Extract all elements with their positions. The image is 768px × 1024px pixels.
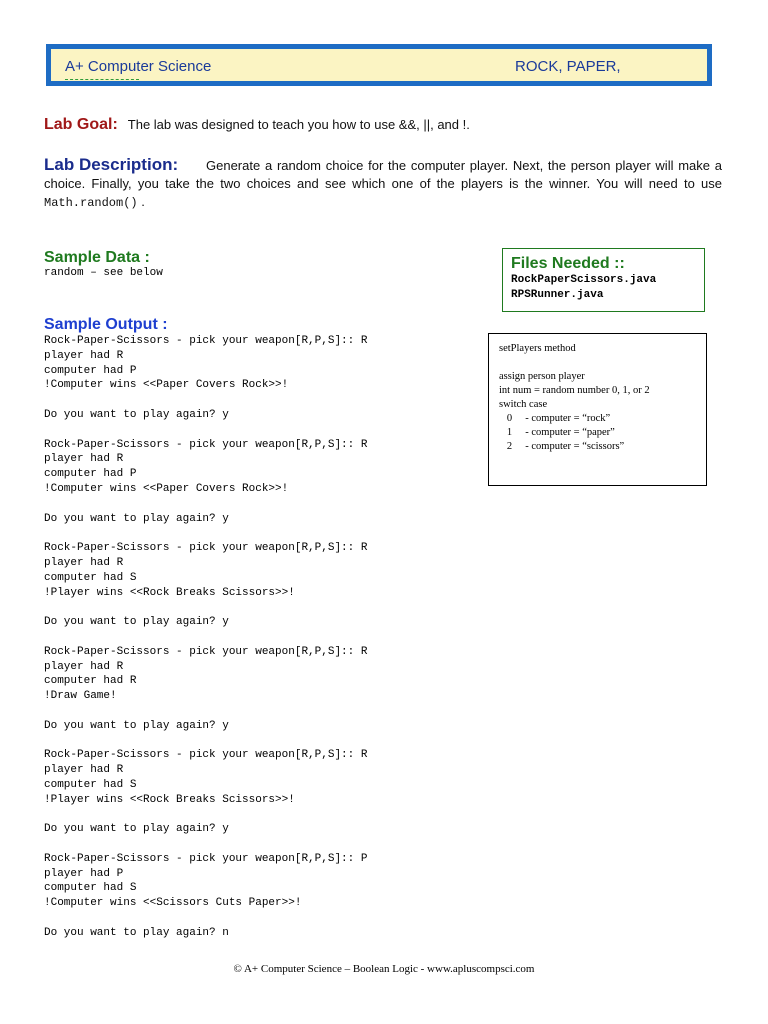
sample-output-line: Do you want to play again? y xyxy=(44,719,229,732)
sample-output-line: Rock-Paper-Scissors - pick your weapon[R,P,S]:: R xyxy=(44,542,368,555)
sample-output-line: player had R xyxy=(44,556,124,569)
file-item: RockPaperScissors.java xyxy=(511,274,657,286)
method-box-title: setPlayers method xyxy=(499,343,576,354)
header-banner xyxy=(46,44,712,86)
sample-output-line: Do you want to play again? y xyxy=(44,408,229,421)
sample-output-line: computer had S xyxy=(44,778,137,791)
sample-output-line: computer had S xyxy=(44,571,137,584)
lab-description-end: . xyxy=(141,194,145,209)
files-needed-box xyxy=(502,248,705,312)
method-box-line: int num = random number 0, 1, or 2 xyxy=(499,385,650,396)
sample-output-line: Do you want to play again? y xyxy=(44,823,229,836)
sample-output-line xyxy=(44,526,367,541)
sample-output-line: player had R xyxy=(44,660,124,673)
sample-output-text xyxy=(44,334,367,941)
method-box-line: assign person player xyxy=(499,371,585,382)
sample-output-line: Rock-Paper-Scissors - pick your weapon[R,P,S]:: R xyxy=(44,645,368,658)
sample-data-text: random – see below xyxy=(44,267,163,279)
sample-output-line xyxy=(44,423,367,438)
sample-output-line: computer had S xyxy=(44,882,137,895)
sample-output-line: !Computer wins <<Paper Covers Rock>>! xyxy=(44,482,289,495)
sample-output-line: computer had P xyxy=(44,364,137,377)
set-players-method-box xyxy=(488,333,707,486)
method-box-line: 1 - computer = “paper” xyxy=(499,427,615,438)
sample-output-heading xyxy=(44,316,168,334)
sample-output-line: Do you want to play again? y xyxy=(44,512,229,525)
sample-output-line: Rock-Paper-Scissors - pick your weapon[R,P,S]:: R xyxy=(44,749,368,762)
sample-output-line: computer had R xyxy=(44,675,137,688)
lab-description-text xyxy=(44,157,722,212)
page-footer: © A+ Computer Science – Boolean Logic - www.apluscompsci.com xyxy=(233,963,535,975)
sample-output-line: Rock-Paper-Scissors - pick your weapon[R,P,S]:: R xyxy=(44,335,368,347)
sample-output-line xyxy=(44,600,367,615)
lab-description-label: Lab Description: xyxy=(44,155,179,174)
sample-output-line: Do you want to play again? n xyxy=(44,926,229,939)
sample-output-line: !Player wins <<Rock Breaks Scissors>>! xyxy=(44,586,295,599)
header-right-title: ROCK, PAPER, xyxy=(515,58,621,75)
method-box-line: 0 - computer = “rock” xyxy=(499,413,611,424)
sample-output-line: computer had P xyxy=(44,468,137,481)
header-underline xyxy=(65,79,139,80)
sample-data-heading xyxy=(44,249,150,267)
sample-output-line xyxy=(44,911,367,926)
lab-goal-text: The lab was designed to teach you how to use &&, ||, and !. xyxy=(127,117,470,132)
lab-description-code: Math.random() xyxy=(44,196,138,210)
method-box-line: 2 - computer = “scissors” xyxy=(499,441,625,452)
sample-output-line xyxy=(44,808,367,823)
sample-output-line: player had R xyxy=(44,764,124,777)
file-item: RPSRunner.java xyxy=(511,289,604,301)
sample-output-line xyxy=(44,393,367,408)
header-left-title: A+ Computer Science xyxy=(65,58,212,75)
sample-output-line: !Computer wins <<Scissors Cuts Paper>>! xyxy=(44,897,302,910)
sample-output-line: Do you want to play again? y xyxy=(44,616,229,629)
sample-output-line xyxy=(44,837,367,852)
sample-output-line: player had R xyxy=(44,349,124,362)
lab-goal-label: Lab Goal: xyxy=(44,116,118,133)
sample-output-line xyxy=(44,497,367,512)
sample-data-label: Sample Data : xyxy=(44,249,150,266)
sample-output-line: !Draw Game! xyxy=(44,690,117,703)
sample-output-line xyxy=(44,704,367,719)
sample-output-line: player had R xyxy=(44,453,124,466)
lab-goal xyxy=(44,116,470,134)
sample-output-line xyxy=(44,630,367,645)
sample-output-line xyxy=(44,734,367,749)
sample-output-line: !Computer wins <<Paper Covers Rock>>! xyxy=(44,379,289,392)
files-needed-label: Files Needed :: xyxy=(511,255,625,272)
sample-output-line: Rock-Paper-Scissors - pick your weapon[R,P,S]:: R xyxy=(44,438,368,451)
sample-output-label: Sample Output : xyxy=(44,316,168,333)
sample-output-line: player had P xyxy=(44,867,124,880)
sample-output-line: !Player wins <<Rock Breaks Scissors>>! xyxy=(44,793,295,806)
method-box-line: switch case xyxy=(499,399,548,410)
lab-description-body: Generate a random choice for the computer player. Next, the person player will make a choice. Finally, you take the two choices and see which one of the players is the winner. You will need to use xyxy=(44,158,722,191)
sample-output-line: Rock-Paper-Scissors - pick your weapon[R,P,S]:: P xyxy=(44,852,368,865)
